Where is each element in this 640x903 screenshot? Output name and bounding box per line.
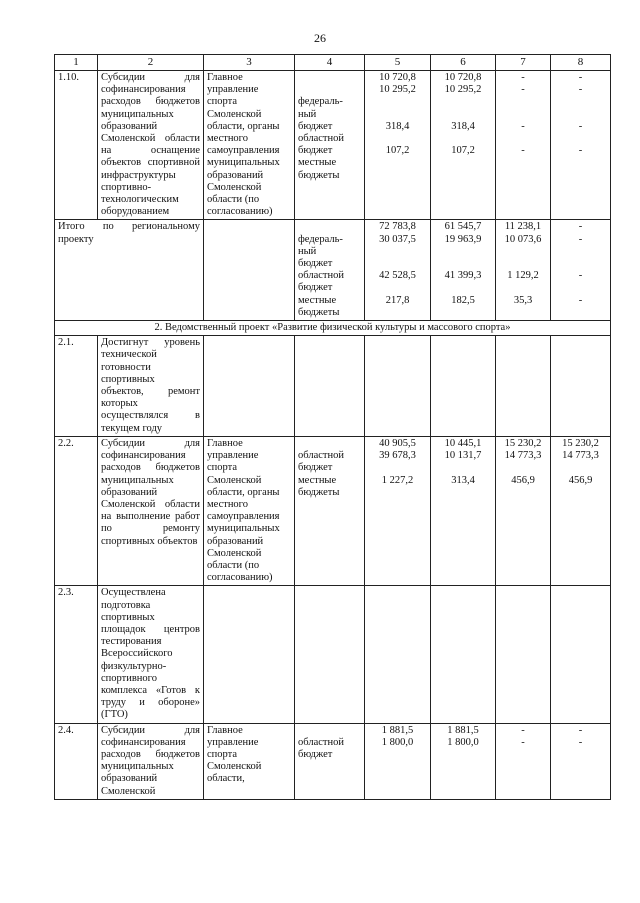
header-cell: 6 (431, 55, 496, 71)
row-col7: 15 230,2 14 773,3 456,9 (496, 436, 551, 585)
header-cell: 4 (295, 55, 365, 71)
row-number: 2.1. (55, 336, 98, 437)
table-row (55, 71, 611, 220)
row-col6: 10 720,8 10 295,2 318,4 107,2 (431, 71, 496, 220)
table-row (55, 436, 611, 585)
table-row (55, 723, 611, 799)
table-row (55, 336, 611, 437)
total-col8: - - - - (551, 220, 611, 321)
row-executor (204, 336, 295, 437)
row-col8: 15 230,2 14 773,3 456,9 (551, 436, 611, 585)
row-name: Субсидии для софинансирования расходов бюджетов муниципальных образований Смоленской области на выполнение работ по ремонту спортивных объектов (98, 436, 204, 585)
row-col8: - - - - (551, 71, 611, 220)
row-name: Субсидии для софинансирования расходов бюджетов муниципальных образований Смоленской (98, 723, 204, 799)
row-col6 (431, 336, 496, 437)
section-title: 2. Ведомственный проект «Развитие физической культуры и массового спорта» (55, 321, 611, 336)
total-col7: 11 238,1 10 073,6 1 129,2 35,3 (496, 220, 551, 321)
total-label: Итого по региональному проекту (55, 220, 204, 321)
row-funding-source: областной бюджет местные бюджеты (295, 436, 365, 585)
row-col5 (365, 586, 431, 723)
total-funding-source: федераль- ный бюджет областной бюджет местные бюджеты (295, 220, 365, 321)
total-executor (204, 220, 295, 321)
header-cell: 3 (204, 55, 295, 71)
row-funding-source (295, 586, 365, 723)
row-funding-source: областной бюджет (295, 723, 365, 799)
row-col5 (365, 336, 431, 437)
row-executor: Главное управление спорта Смоленской области, органы местного самоуправления муниципальных образований Смоленской области (по согласованию) (204, 436, 295, 585)
row-col7: - - - - (496, 71, 551, 220)
row-col6: 10 445,1 10 131,7 313,4 (431, 436, 496, 585)
row-number: 2.4. (55, 723, 98, 799)
total-col5: 72 783,8 30 037,5 42 528,5 217,8 (365, 220, 431, 321)
row-col7: - - (496, 723, 551, 799)
row-funding-source (295, 336, 365, 437)
header-cell: 2 (98, 55, 204, 71)
row-col8: - - (551, 723, 611, 799)
row-col8 (551, 586, 611, 723)
header-cell: 7 (496, 55, 551, 71)
header-cell: 1 (55, 55, 98, 71)
table-row (55, 586, 611, 723)
total-row (55, 220, 611, 321)
section-row (55, 321, 611, 336)
row-executor (204, 586, 295, 723)
page-number: 26 (314, 31, 326, 45)
row-col7 (496, 586, 551, 723)
row-name: Осуществлена подготовка спортивных площадок центров тестирования Всероссийского физкультурно-спортивного комплекса «Готов к труду и обороне» (ГТО) (98, 586, 204, 723)
row-executor: Главное управление спорта Смоленской области, (204, 723, 295, 799)
row-executor: Главное управление спорта Смоленской области, органы местного самоуправления муниципальных образований Смоленской области (по согласованию) (204, 71, 295, 220)
row-col8 (551, 336, 611, 437)
row-funding-source: федераль- ный бюджет областной бюджет местные бюджеты (295, 71, 365, 220)
row-number: 2.2. (55, 436, 98, 585)
row-name: Субсидии для софинансирования расходов бюджетов муниципальных образований Смоленской области на оснащение объектов спортивной инфраструктуры спортивно-технологическим оборудованием (98, 71, 204, 220)
total-col6: 61 545,7 19 963,9 41 399,3 182,5 (431, 220, 496, 321)
row-number: 2.3. (55, 586, 98, 723)
budget-table (54, 54, 611, 800)
row-col5: 1 881,5 1 800,0 (365, 723, 431, 799)
row-col5: 40 905,5 39 678,3 1 227,2 (365, 436, 431, 585)
row-name: Достигнут уровень технической готовности спортивных объектов, ремонт которых осуществлялся в текущем году (98, 336, 204, 437)
row-col5: 10 720,8 10 295,2 318,4 107,2 (365, 71, 431, 220)
row-number: 1.10. (55, 71, 98, 220)
row-col6: 1 881,5 1 800,0 (431, 723, 496, 799)
header-cell: 8 (551, 55, 611, 71)
row-col7 (496, 336, 551, 437)
header-row (55, 55, 611, 71)
row-col6 (431, 586, 496, 723)
header-cell: 5 (365, 55, 431, 71)
